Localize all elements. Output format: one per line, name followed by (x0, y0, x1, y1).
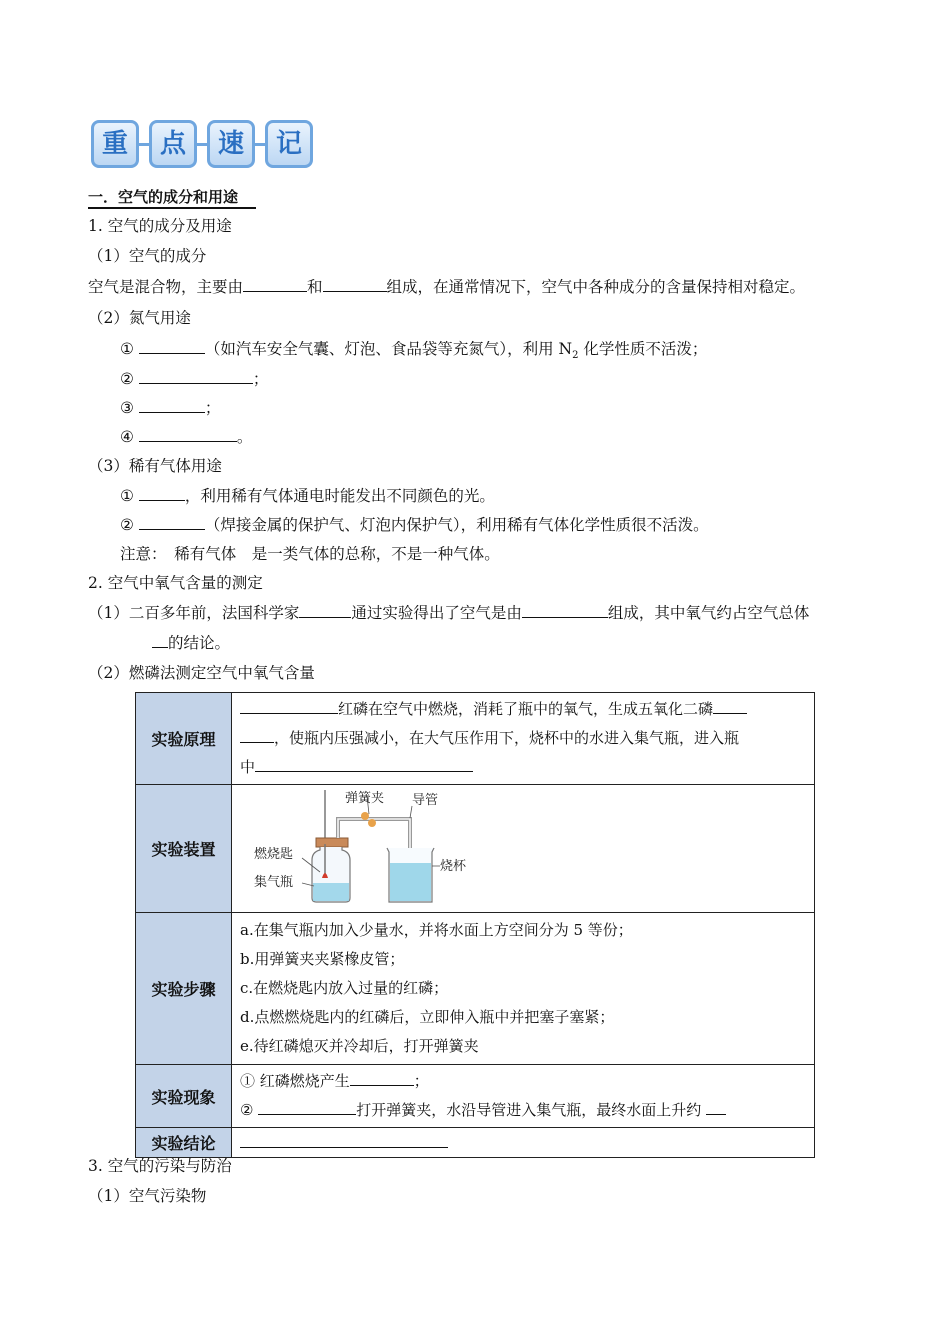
text: 空气是混合物，主要由 (88, 278, 244, 296)
banner-connector (255, 143, 265, 146)
row-conclusion (136, 1128, 815, 1158)
answer-blank[interactable] (522, 602, 608, 618)
text: ，使瓶内压强减小，在大气压作用下，烧杯中的水进入集气瓶，进入瓶 (274, 729, 740, 747)
conclusion-cell (232, 1128, 815, 1158)
step: a.在集气瓶内加入少量水，并将水面上方空间分为 5 等份； (240, 921, 633, 939)
answer-blank[interactable] (139, 485, 185, 501)
experiment-table (135, 692, 815, 1158)
note: 注意： 稀有气体 是一类气体的总称，不是一种气体。 (120, 545, 500, 563)
num: ① (120, 340, 134, 358)
step: d.点燃燃烧匙内的红磷后，立即伸入瓶中并把塞子塞紧； (240, 1008, 615, 1026)
heading-1-1: 1. 空气的成分及用途 (88, 217, 232, 235)
steps-label: 实验步骤 (136, 913, 232, 1065)
answer-blank[interactable] (139, 397, 205, 413)
row-principle (136, 693, 815, 785)
row-apparatus (136, 785, 815, 913)
steps-cell (232, 913, 815, 1065)
num: ④ (120, 428, 134, 446)
n2-use-4 (120, 426, 252, 448)
label-clamp: 弹簧夹 (345, 790, 385, 806)
row-steps (136, 913, 815, 1065)
banner-char-box (91, 120, 139, 168)
history-line-2 (152, 632, 230, 654)
answer-blank[interactable] (152, 632, 168, 648)
apparatus-label: 实验装置 (136, 785, 232, 913)
step: e.待红磷熄灭并冷却后，打开弹簧夹 (240, 1037, 479, 1055)
text: （如汽车安全气囊、灯泡、食品袋等充氮气），利用 N (204, 340, 573, 358)
label-spoon: 燃烧匙 (254, 846, 294, 862)
subscript: 2 (572, 350, 579, 362)
principle-cell (232, 693, 815, 785)
conclusion-label: 实验结论 (136, 1128, 232, 1158)
banner-connector (139, 143, 149, 146)
subheading: （1）空气污染物 (88, 1187, 207, 1205)
row-phenomena (136, 1065, 815, 1128)
section-title: 一．空气的成分和用途 (88, 188, 239, 206)
banner-char-box (207, 120, 255, 168)
banner-char-box (265, 120, 313, 168)
rare-gas-use-2 (120, 514, 709, 536)
heading-1-3: 3. 空气的污染与防治 (88, 1157, 232, 1175)
answer-blank[interactable] (139, 368, 253, 384)
n2-use-1 (120, 338, 707, 367)
history-line (88, 602, 809, 624)
text: （焊接金属的保护气、灯泡内保护气），利用稀有气体化学性质很不活泼。 (204, 516, 709, 534)
composition-line (88, 276, 805, 298)
subheading: （3）稀有气体用途 (88, 457, 222, 475)
beaker-water (390, 863, 431, 901)
step: b.用弹簧夹夹紧橡皮管； (240, 950, 405, 968)
heading-1-2: 2. 空气中氧气含量的测定 (88, 574, 263, 592)
label-bottle: 集气瓶 (254, 874, 294, 890)
banner-char: 重 (101, 129, 128, 159)
answer-blank[interactable] (706, 1099, 726, 1115)
banner-char: 速 (217, 129, 244, 159)
num: ② (120, 516, 134, 534)
answer-blank[interactable] (713, 698, 747, 714)
answer-blank[interactable] (258, 1099, 356, 1115)
banner-char: 记 (275, 129, 302, 159)
text: 通过实验得出了空气是由 (351, 604, 522, 622)
subheading: （1）空气的成分 (88, 247, 207, 265)
text: 中 (240, 758, 256, 776)
phenomena-cell (232, 1065, 815, 1128)
answer-blank[interactable] (139, 514, 205, 530)
text: 的结论。 (168, 634, 231, 652)
principle-label: 实验原理 (136, 693, 232, 785)
answer-blank[interactable] (240, 727, 274, 743)
stopper (316, 838, 348, 847)
phenomenon-2 (240, 1096, 806, 1125)
n2-use-3 (120, 397, 220, 419)
text: 组成，其中氧气约占空气总体 (607, 604, 810, 622)
text: ① 红磷燃烧产生 (240, 1072, 350, 1090)
phenomenon-1 (240, 1067, 806, 1096)
apparatus-cell (232, 785, 815, 913)
text: 组成，在通常情况下，空气中各种成分的含量保持相对稳定。 (386, 278, 806, 296)
answer-blank[interactable] (323, 276, 387, 292)
num: ① (120, 487, 134, 505)
text: 和 (307, 278, 323, 296)
n2-use-2 (120, 368, 268, 390)
answer-blank[interactable] (299, 602, 351, 618)
answer-blank[interactable] (139, 338, 205, 354)
text: 打开弹簧夹，水沿导管进入集气瓶，最终水面上升约 (356, 1101, 702, 1119)
num: ② (120, 370, 134, 388)
subheading: （2）氮气用途 (88, 309, 191, 327)
text: ； (252, 370, 269, 388)
answer-blank[interactable] (255, 756, 473, 772)
rare-gas-use-1 (120, 485, 495, 507)
step: c.在燃烧匙内放入过量的红磷； (240, 979, 449, 997)
phenomena-label: 实验现象 (136, 1065, 232, 1128)
label-beaker: 烧杯 (440, 858, 467, 874)
text: ； (204, 399, 221, 417)
answer-blank[interactable] (139, 426, 237, 442)
num: ③ (120, 399, 134, 417)
answer-blank[interactable] (350, 1070, 414, 1086)
section-title-underline (88, 207, 256, 209)
answer-blank[interactable] (240, 698, 338, 714)
text: （1）二百多年前，法国科学家 (88, 604, 300, 622)
subheading: （2）燃磷法测定空气中氧气含量 (88, 664, 315, 682)
apparatus-diagram (232, 786, 814, 912)
answer-blank[interactable] (240, 1132, 448, 1148)
text: ； (413, 1072, 429, 1090)
text: 。 (236, 428, 253, 446)
text: 化学性质不活泼； (578, 340, 708, 358)
text: 红磷在空气中燃烧，消耗了瓶中的氧气，生成五氧化二磷 (338, 700, 714, 718)
clamp-icon (361, 812, 369, 820)
text: ② (240, 1101, 254, 1119)
banner-connector (197, 143, 207, 146)
text: ，利用稀有气体通电时能发出不同颜色的光。 (184, 487, 495, 505)
label-tube: 导管 (412, 792, 439, 808)
banner-char: 点 (159, 129, 186, 159)
answer-blank[interactable] (243, 276, 307, 292)
banner-char-box (149, 120, 197, 168)
clamp-icon (368, 819, 376, 827)
bottle-water (313, 883, 349, 901)
